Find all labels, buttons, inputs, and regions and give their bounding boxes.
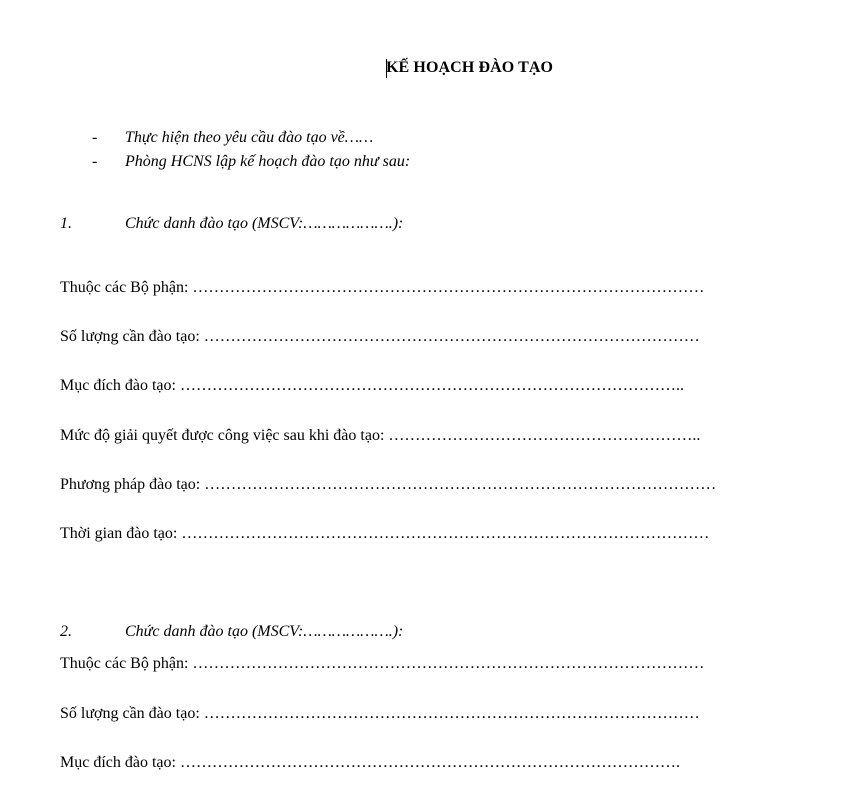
- field-quantity: Số lượng cần đào tạo: …………………………………………………………………………………: [60, 705, 700, 722]
- field-duration: Thời gian đào tạo: ………………………………………………………………………………………: [60, 525, 710, 542]
- field-departments: Thuộc các Bộ phận: ……………………………………………………………………………………: [60, 279, 705, 296]
- field-outcome-level: Mức độ giải quyết được công việc sau khi đào tạo: …………………………………………………..: [60, 427, 701, 444]
- field-purpose: Mục đích đào tạo: ………………………………………………………………………………….: [60, 754, 680, 771]
- field-departments: Thuộc các Bộ phận: ……………………………………………………………………………………: [60, 655, 705, 672]
- bullet-text: Phòng HCNS lập kế hoạch đào tạo như sau:: [125, 153, 411, 170]
- section-heading: Chức danh đào tạo (MSCV:……………….):: [125, 623, 404, 640]
- bullet-marker: -: [92, 153, 98, 170]
- section-number: 2.: [60, 623, 72, 640]
- section-heading: Chức danh đào tạo (MSCV:……………….):: [125, 215, 404, 232]
- section-number: 1.: [60, 215, 72, 232]
- field-quantity: Số lượng cần đào tạo: …………………………………………………………………………………: [60, 328, 700, 345]
- field-purpose: Mục đích đào tạo: …………………………………………………………………………………..: [60, 377, 684, 394]
- bullet-marker: -: [92, 129, 98, 146]
- bullet-text: Thực hiện theo yêu cầu đào tạo về……: [125, 129, 374, 146]
- document-title: KẾ HOẠCH ĐÀO TẠO: [386, 59, 554, 76]
- field-method: Phương pháp đào tạo: ……………………………………………………………………………………: [60, 476, 717, 493]
